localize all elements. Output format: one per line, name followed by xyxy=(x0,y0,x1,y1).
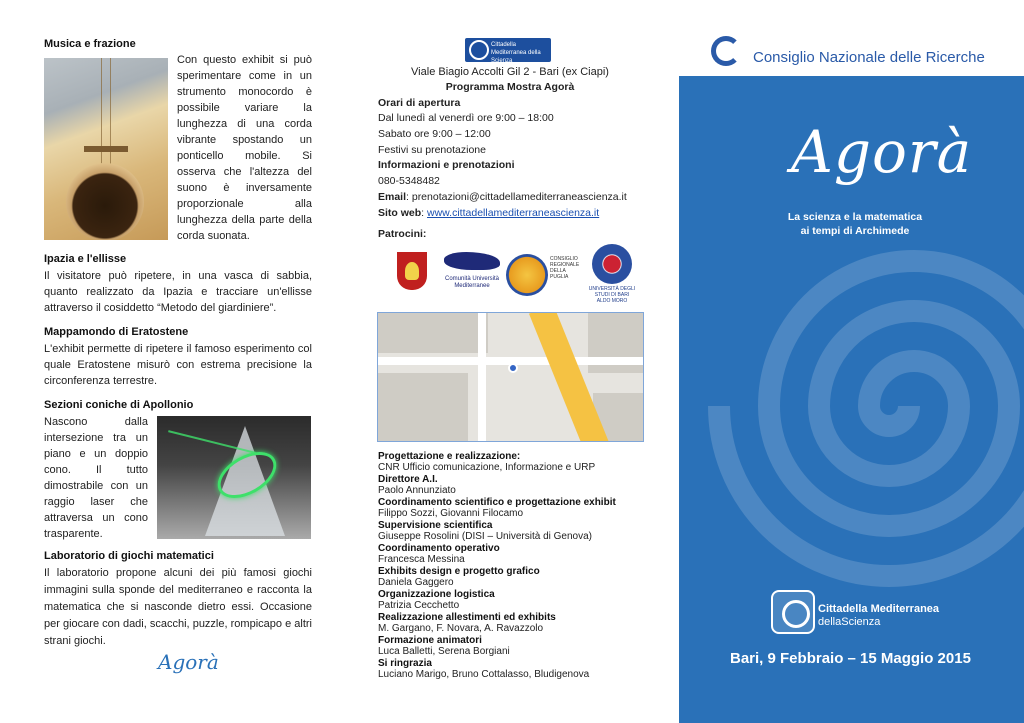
left-panel xyxy=(0,0,340,723)
section-text-musica: Con questo exhibit si può sperimentare come in un strumento monocordo è possibile variare la lunghezza di una corda vibrante spostando un ponticello mobile. Si osserva che l'altezza del suono è inversamente proporzionale alla lunghezza della parte della corda suonata. xyxy=(177,54,312,242)
section-text-ipazia: Il visitatore può ripetere, in una vasca di sabbia, quanto realizzato da Ipazia e tracciare un'ellisse attraverso il cosiddetto “Metodo del giardiniere”. xyxy=(44,270,312,314)
credit-heading: Progettazione e realizzazione: xyxy=(378,451,521,462)
credit-heading: Direttore A.I. xyxy=(378,474,438,485)
section-text-laboratorio: Il laboratorio propone alcuni dei più famosi giochi immagini sulla sponde del mediterraneo e racconta la matematica che si nasconde dietro essi. Occasione per giocare con dadi, scacchi, puzzle, rompicapo e altri strani giochi. xyxy=(44,567,312,647)
hours-saturday: Sabato ore 9:00 – 12:00 xyxy=(378,128,491,140)
credit-value: Francesca Messina xyxy=(378,554,465,565)
dome-icon xyxy=(469,40,489,60)
program-title: Programma Mostra Agorà xyxy=(445,81,575,93)
section-title-ipazia: Ipazia e l'ellisse xyxy=(44,253,127,265)
agora-title: Agorà xyxy=(791,118,973,186)
credit-value: CNR Ufficio comunicazione, Informazione e URP xyxy=(378,462,596,473)
credit-heading: Formazione animatori xyxy=(378,635,482,646)
cittadella-logo-small xyxy=(465,38,551,62)
section-title-coniche: Sezioni coniche di Apollonio xyxy=(44,399,194,411)
credit-value: Luciano Marigo, Bruno Cottalasso, Bludigenova xyxy=(378,669,590,680)
consiglio-regionale-logo: CONSIGLIO REGIONALE DELLA PUGLIA xyxy=(506,244,581,306)
cover-subtitle: La scienza e la matematica ai tempi di Archimede xyxy=(787,211,923,237)
cittadella-logo-text: Cittadella Mediterranea della Scienza xyxy=(491,42,541,64)
credit-heading: Coordinamento scientifico e progettazione exhibit xyxy=(378,497,616,508)
credit-value: Filippo Sozzi, Giovanni Filocamo xyxy=(378,508,524,519)
section-title-laboratorio: Laboratorio di giochi matematici xyxy=(44,550,214,562)
address: Viale Biagio Accolti Gil 2 - Bari (ex Ciapi) xyxy=(411,66,609,78)
credit-heading: Coordinamento operativo xyxy=(378,543,500,554)
monochord-photo xyxy=(44,58,168,240)
cittadella-name-2: dellaScienza xyxy=(818,616,881,628)
credit-heading: Organizzazione logistica xyxy=(378,589,495,600)
regione-puglia-logo xyxy=(389,244,435,306)
hours-holidays: Festivi su prenotazione xyxy=(378,144,486,156)
info-label: Informazioni e prenotazioni xyxy=(378,159,515,171)
credit-value: Patrizia Cecchetto xyxy=(378,600,460,611)
map-pin-icon xyxy=(508,363,518,373)
email-line: Email: prenotazioni@cittadellamediterraneascienza.it xyxy=(378,191,627,203)
credit-value: Daniela Gaggero xyxy=(378,577,454,588)
cnr-name: Consiglio Nazionale delle Ricerche xyxy=(753,49,985,66)
event-dates: Bari, 9 Febbraio – 15 Maggio 2015 xyxy=(730,650,971,667)
hours-weekdays: Dal lunedì al venerdì ore 9:00 – 18:00 xyxy=(378,112,554,124)
agora-logo-small: Agorà xyxy=(158,650,219,674)
credit-heading: Exhibits design e progetto grafico xyxy=(378,566,540,577)
website-link[interactable]: www.cittadellamediterraneascienza.it xyxy=(427,207,600,219)
section-text-coniche: Nascono dalla intersezione tra un piano e un doppio cono. Il tutto dimostrabile con un raggio laser che attraversa un cono trasparente. xyxy=(44,416,148,540)
credit-value: Paolo Annunziato xyxy=(378,485,456,496)
laser-cone-photo xyxy=(157,416,311,539)
credit-value: Luca Balletti, Serena Borgiani xyxy=(378,646,510,657)
cnr-logo-icon xyxy=(711,36,741,66)
email-address[interactable]: : prenotazioni@cittadellamediterraneascienza.it xyxy=(406,191,627,203)
phone-number: 080-5348482 xyxy=(378,175,440,187)
dome-icon xyxy=(771,590,815,634)
credit-heading: Realizzazione allestimenti ed exhibits xyxy=(378,612,556,623)
credit-value: Giuseppe Rosolini (DISI – Università di Genova) xyxy=(378,531,592,542)
section-text-mappamondo: L'exhibit permette di ripetere il famoso esperimento col quale Eratostene misurò con estrema precisione la circonferenza terrestre. xyxy=(44,343,312,387)
location-map[interactable] xyxy=(377,312,644,442)
website-line: Sito web: www.cittadellamediterraneascienza.it xyxy=(378,207,600,219)
credit-value: M. Gargano, F. Novara, A. Ravazzolo xyxy=(378,623,544,634)
section-title-mappamondo: Mappamondo di Eratostene xyxy=(44,326,189,338)
comunita-universita-logo: Comunità Università Mediterranee xyxy=(442,244,502,306)
section-title-musica: Musica e frazione xyxy=(44,38,136,50)
universita-bari-logo: UNIVERSITÀ DEGLI STUDI DI BARI ALDO MORO xyxy=(588,244,634,306)
credit-heading: Si ringrazia xyxy=(378,658,432,669)
credit-heading: Supervisione scientifica xyxy=(378,520,493,531)
patrocini-label: Patrocini: xyxy=(378,228,427,240)
cittadella-name-1: Cittadella Mediterranea xyxy=(818,603,940,615)
hours-label: Orari di apertura xyxy=(378,97,461,109)
